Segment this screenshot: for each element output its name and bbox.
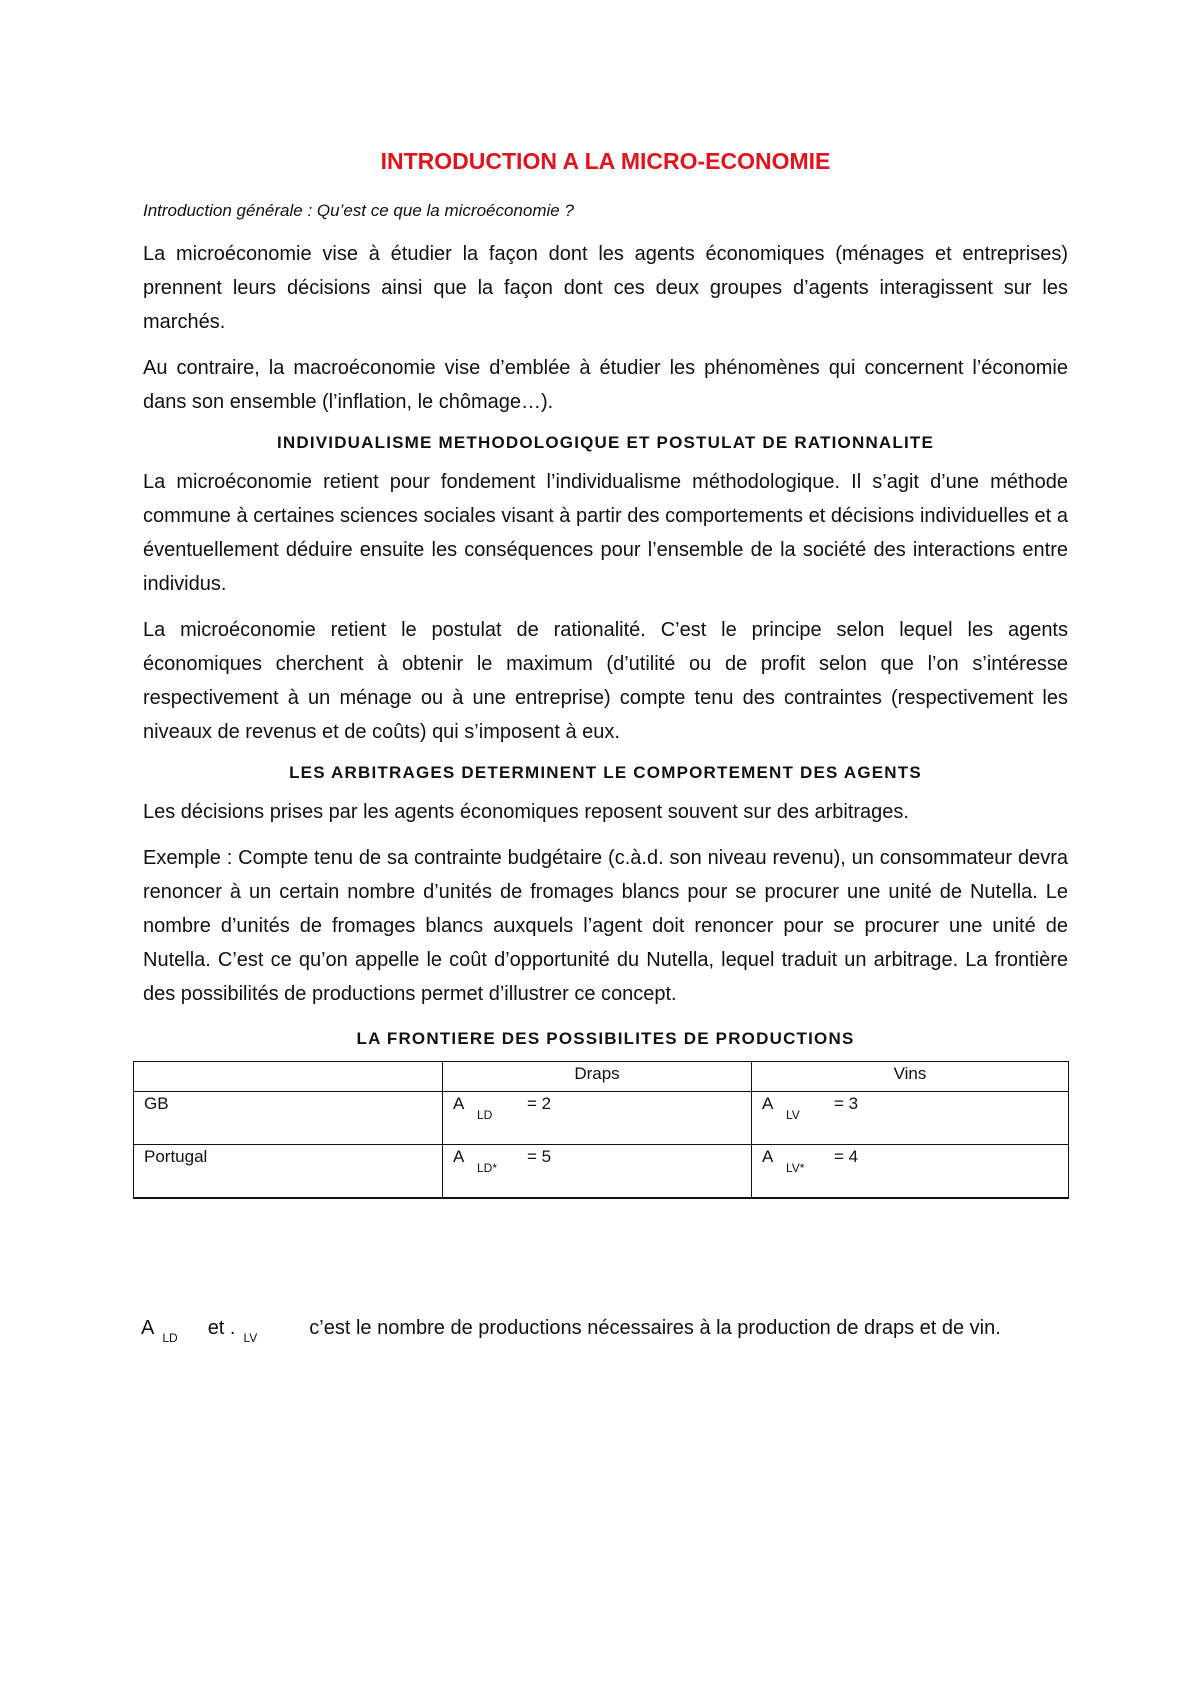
cell-portugal-draps xyxy=(443,1145,752,1199)
cell-portugal-vins xyxy=(752,1145,1069,1199)
cell-value: = 4 xyxy=(834,1147,859,1166)
table-header-draps: Draps xyxy=(443,1062,752,1092)
production-table xyxy=(133,1061,1069,1199)
cell-subscript: LV* xyxy=(786,1161,805,1175)
footnote-et: et . xyxy=(207,1317,236,1339)
footnote-text: c’est le nombre de productions nécessaires à la production de draps et de vin. xyxy=(309,1317,1001,1339)
cell-symbol: A xyxy=(762,1094,774,1113)
cell-gb-draps xyxy=(443,1092,752,1145)
table-header-empty xyxy=(134,1062,443,1092)
document-title: INTRODUCTION A LA MICRO-ECONOMIE xyxy=(380,148,831,174)
paragraph-macroeconomie: Au contraire, la macroéconomie vise d’emblée à étudier les phénomènes qui concernent l’économie dans son ensemble (l’inflation, le chômage…). xyxy=(143,357,1068,413)
paragraph-individualisme: La microéconomie retient pour fondement l’individualisme méthodologique. Il s’agit d’une méthode commune à certaines sciences sociales visant à partir des comportements et décisions individuelles et a éventuellement déduire ensuite les conséquences pour l’ensemble de la société des interactions entre individus. xyxy=(143,471,1068,595)
cell-subscript: LD* xyxy=(477,1161,498,1175)
table-header-row xyxy=(134,1062,1069,1092)
table-row xyxy=(134,1092,1069,1145)
table-row xyxy=(134,1145,1069,1199)
footnote-subscript-ld: LD xyxy=(162,1331,178,1345)
cell-subscript: LD xyxy=(477,1108,493,1122)
cell-value: = 5 xyxy=(527,1147,552,1166)
cell-subscript: LV xyxy=(786,1108,800,1122)
cell-symbol: A xyxy=(762,1147,774,1166)
footnote-definition xyxy=(141,1311,1068,1347)
paragraph-microeconomie-definition: La microéconomie vise à étudier la façon dont les agents économiques (ménages et entreprises) prennent leurs décisions ainsi que la façon dont ces deux groupes d’agents interagissent sur les marchés. xyxy=(143,243,1068,333)
cell-symbol: A xyxy=(453,1094,465,1113)
cell-gb-vins xyxy=(752,1092,1069,1145)
paragraph-rationalite: La microéconomie retient le postulat de rationalité. C’est le principe selon lequel les agents économiques cherchent à obtenir le maximum (d’utilité ou de profit selon que l’on s’intéresse respectivement à un ménage ou à une entreprise) compte tenu des contraintes (respectivement les niveaux de revenus et de coûts) qui s’imposent à eux. xyxy=(143,619,1068,743)
heading-individualisme: INDIVIDUALISME METHODOLOGIQUE ET POSTULAT DE RATIONNALITE xyxy=(276,433,935,452)
cell-value: = 3 xyxy=(834,1094,859,1113)
table-header-vins: Vins xyxy=(752,1062,1069,1092)
row-label-gb: GB xyxy=(134,1092,443,1145)
paragraph-arbitrages: Les décisions prises par les agents économiques reposent souvent sur des arbitrages. xyxy=(143,801,909,823)
heading-arbitrages: LES ARBITRAGES DETERMINENT LE COMPORTEMENT DES AGENTS xyxy=(289,763,922,782)
paragraph-exemple: Exemple : Compte tenu de sa contrainte budgétaire (c.à.d. son niveau revenu), un consommateur devra renoncer à un certain nombre d’unités de fromages blancs pour se procurer une unité de Nutella. Le nombre d’unités de fromages blancs auxquels l’agent doit renoncer pour se procurer une unité de Nutella. C’est ce qu’on appelle le coût d’opportunité du Nutella, lequel traduit un arbitrage. La frontière des possibilités de productions permet d’illustrer ce concept. xyxy=(143,847,1068,1005)
intro-question: Introduction générale : Qu’est ce que la microéconomie ? xyxy=(143,201,574,220)
footnote-subscript-lv: LV xyxy=(243,1331,258,1345)
row-label-portugal: Portugal xyxy=(134,1145,443,1199)
heading-frontiere: LA FRONTIERE DES POSSIBILITES DE PRODUCTIONS xyxy=(356,1029,855,1048)
footnote-symbol: A xyxy=(141,1317,155,1339)
cell-value: = 2 xyxy=(527,1094,552,1113)
cell-symbol: A xyxy=(453,1147,465,1166)
